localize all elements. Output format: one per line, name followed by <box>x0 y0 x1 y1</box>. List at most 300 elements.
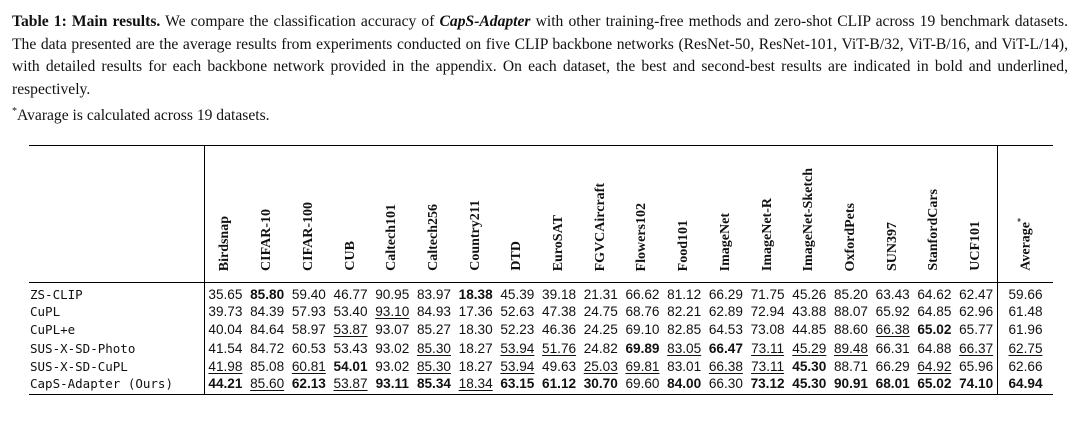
value-text: 72.94 <box>750 303 785 319</box>
column-header-label: Birdsnap <box>217 215 233 271</box>
value-text: 85.60 <box>250 376 285 391</box>
column-header-label: StanfordCars <box>926 189 942 271</box>
value-cell <box>955 283 997 303</box>
value-cell <box>580 339 622 358</box>
value-cell <box>538 339 580 358</box>
value-text: 85.34 <box>416 376 451 391</box>
value-text: 84.64 <box>250 322 285 338</box>
value-text: 84.39 <box>250 303 285 319</box>
column-header-label: Food101 <box>676 219 692 271</box>
value-text: 52.23 <box>500 322 535 338</box>
value-cell <box>788 283 830 303</box>
column-header-label: Caltech101 <box>384 204 400 271</box>
value-text: 85.08 <box>250 359 285 375</box>
value-text: 62.13 <box>291 376 326 391</box>
value-text: 46.36 <box>542 322 577 338</box>
value-text: 49.63 <box>542 359 577 375</box>
value-text: 73.12 <box>750 376 785 391</box>
value-cell <box>288 302 330 321</box>
value-text: 63.15 <box>500 376 535 391</box>
average-header-label <box>1016 218 1035 271</box>
value-cell <box>872 358 914 377</box>
method-name-cell: SUS-X-SD-Photo <box>30 340 136 356</box>
value-text: 44.85 <box>792 322 827 338</box>
value-text: 47.38 <box>542 303 577 319</box>
column-header <box>663 146 705 283</box>
average-value: 64.94 <box>1008 376 1043 391</box>
value-text: 85.30 <box>416 340 451 356</box>
value-text: 24.25 <box>583 322 618 338</box>
value-text: 64.92 <box>917 359 952 375</box>
value-text: 64.88 <box>917 340 952 356</box>
value-text: 66.37 <box>959 340 994 356</box>
caption-text-after: with other training-free methods and zero-shot CLIP across 19 benchmark datasets. The data presented are the average results from experiments conducted on five CLIP backbone networks (ResNet-50, ResNet-101, ViT-B/32, ViT-B/16, and ViT-L/14), with detailed results for each backbone network provided in the appendix. On each dataset, the best and second-best results are indicated in bold and underlined, respectively. <box>12 13 1068 98</box>
value-text: 73.11 <box>751 340 785 356</box>
value-cell <box>288 376 330 395</box>
value-cell <box>663 302 705 321</box>
method-column-header <box>29 146 204 283</box>
value-cell <box>497 302 539 321</box>
value-cell <box>538 283 580 303</box>
value-cell <box>580 376 622 395</box>
value-cell <box>830 302 872 321</box>
value-cell <box>622 376 664 395</box>
value-cell <box>330 283 372 303</box>
value-cell <box>830 321 872 340</box>
value-cell <box>788 358 830 377</box>
value-text: 45.30 <box>792 359 827 375</box>
value-cell <box>538 302 580 321</box>
average-cell <box>998 376 1054 395</box>
column-header <box>955 146 997 283</box>
value-cell <box>872 376 914 395</box>
value-cell <box>747 302 789 321</box>
value-text: 85.80 <box>250 287 285 302</box>
value-cell <box>497 376 539 395</box>
value-text: 83.05 <box>667 340 702 356</box>
value-text: 93.10 <box>375 303 410 319</box>
value-cell <box>705 283 747 303</box>
value-cell <box>830 376 872 395</box>
value-cell <box>413 376 455 395</box>
value-text: 84.00 <box>667 376 702 391</box>
column-header <box>497 146 539 283</box>
column-header-label: Flowers102 <box>634 202 650 271</box>
table-caption <box>12 11 1068 128</box>
column-header-label: FGVCAircraft <box>592 182 608 271</box>
value-text: 71.75 <box>750 287 785 302</box>
table-row <box>29 321 1053 340</box>
average-value: 62.75 <box>1008 340 1043 356</box>
footnote-text: Avarage is calculated across 19 datasets. <box>17 107 270 125</box>
value-text: 69.89 <box>625 340 660 356</box>
value-text: 43.88 <box>792 303 827 319</box>
method-name-cell: CapS-Adapter (Ours) <box>30 376 173 391</box>
value-cell <box>413 302 455 321</box>
value-text: 63.43 <box>875 287 910 302</box>
value-text: 66.29 <box>708 287 743 302</box>
value-text: 53.87 <box>333 322 368 338</box>
value-cell <box>330 358 372 377</box>
column-header <box>538 146 580 283</box>
average-cell <box>998 339 1054 358</box>
value-text: 81.12 <box>667 287 702 302</box>
value-text: 85.20 <box>833 287 868 302</box>
value-text: 45.39 <box>500 287 535 302</box>
value-text: 25.03 <box>583 359 618 375</box>
value-text: 24.75 <box>583 303 618 319</box>
value-text: 64.62 <box>917 287 952 302</box>
value-text: 58.97 <box>291 322 326 338</box>
value-cell <box>914 302 956 321</box>
value-text: 90.95 <box>375 287 410 302</box>
column-header <box>788 146 830 283</box>
value-cell <box>663 339 705 358</box>
value-text: 52.63 <box>500 303 535 319</box>
value-cell <box>246 302 288 321</box>
value-cell <box>497 283 539 303</box>
value-cell <box>788 339 830 358</box>
value-text: 41.98 <box>208 359 243 375</box>
column-header <box>371 146 413 283</box>
table-row <box>29 358 1053 377</box>
column-header-label: CIFAR-10 <box>259 209 275 271</box>
value-text: 73.11 <box>751 359 785 375</box>
value-cell <box>413 358 455 377</box>
value-cell <box>663 321 705 340</box>
table-row <box>29 283 1053 303</box>
value-text: 82.85 <box>667 322 702 338</box>
value-cell <box>371 321 413 340</box>
value-text: 85.30 <box>416 359 451 375</box>
value-text: 35.65 <box>208 287 243 302</box>
value-cell <box>705 339 747 358</box>
value-text: 62.96 <box>959 303 994 319</box>
value-cell <box>204 376 246 395</box>
value-text: 89.48 <box>833 340 868 356</box>
value-cell <box>872 321 914 340</box>
value-text: 45.30 <box>792 376 827 391</box>
value-cell <box>330 321 372 340</box>
value-cell <box>622 321 664 340</box>
column-header <box>246 146 288 283</box>
value-text: 57.93 <box>291 303 326 319</box>
column-header-label: Caltech256 <box>425 204 441 271</box>
column-header-label: UCF101 <box>968 221 984 271</box>
column-header <box>413 146 455 283</box>
value-cell <box>955 376 997 395</box>
header-row <box>29 146 1053 283</box>
value-text: 69.10 <box>625 322 660 338</box>
value-text: 53.94 <box>500 340 535 356</box>
value-text: 62.89 <box>708 303 743 319</box>
value-text: 84.93 <box>416 303 451 319</box>
value-cell <box>288 283 330 303</box>
value-cell <box>538 358 580 377</box>
value-cell <box>830 339 872 358</box>
column-header <box>204 146 246 283</box>
value-cell <box>705 358 747 377</box>
value-cell <box>538 321 580 340</box>
value-cell <box>622 302 664 321</box>
value-cell <box>455 321 497 340</box>
average-cell <box>998 283 1054 303</box>
value-text: 60.81 <box>291 359 326 375</box>
value-cell <box>747 283 789 303</box>
column-header-label: CUB <box>342 241 358 271</box>
value-cell <box>830 358 872 377</box>
value-cell <box>914 358 956 377</box>
value-text: 93.07 <box>375 322 410 338</box>
value-text: 18.27 <box>458 359 493 375</box>
column-header <box>747 146 789 283</box>
value-cell <box>455 358 497 377</box>
average-value: 59.66 <box>1008 287 1043 302</box>
value-cell <box>204 283 246 303</box>
caption-method-name: CapS-Adapter <box>439 13 531 30</box>
value-cell <box>747 358 789 377</box>
value-cell <box>413 321 455 340</box>
value-text: 69.60 <box>625 376 660 391</box>
method-name-cell: CuPL <box>30 303 61 319</box>
value-text: 93.02 <box>375 340 410 356</box>
value-cell <box>955 339 997 358</box>
value-cell <box>747 376 789 395</box>
value-text: 39.18 <box>542 287 577 302</box>
value-cell <box>580 283 622 303</box>
value-text: 82.21 <box>667 303 702 319</box>
value-cell <box>705 376 747 395</box>
value-cell <box>872 302 914 321</box>
value-text: 83.97 <box>416 287 451 302</box>
value-text: 39.73 <box>208 303 243 319</box>
value-cell <box>288 339 330 358</box>
value-cell <box>246 376 288 395</box>
value-text: 66.38 <box>708 359 743 375</box>
caption-footnote <box>12 101 1068 128</box>
value-cell <box>914 321 956 340</box>
value-text: 40.04 <box>208 322 243 338</box>
table-body <box>29 283 1053 395</box>
value-cell <box>663 358 705 377</box>
column-header <box>622 146 664 283</box>
results-table <box>29 145 1053 395</box>
column-header-label: DTD <box>509 241 525 271</box>
average-value: 61.48 <box>1008 303 1043 319</box>
value-text: 85.27 <box>416 322 451 338</box>
value-cell <box>622 339 664 358</box>
value-cell <box>371 358 413 377</box>
table-row <box>29 339 1053 358</box>
value-cell <box>705 302 747 321</box>
value-cell <box>663 283 705 303</box>
value-cell <box>204 358 246 377</box>
value-text: 83.01 <box>667 359 702 375</box>
value-text: 93.02 <box>375 359 410 375</box>
value-cell <box>663 376 705 395</box>
value-cell <box>872 339 914 358</box>
value-cell <box>455 376 497 395</box>
value-text: 88.07 <box>833 303 868 319</box>
average-value: 61.96 <box>1008 322 1043 338</box>
value-cell <box>580 321 622 340</box>
value-text: 61.12 <box>542 376 577 391</box>
table-row <box>29 302 1053 321</box>
value-text: 18.34 <box>458 376 493 391</box>
value-text: 18.27 <box>458 340 493 356</box>
column-header <box>705 146 747 283</box>
average-cell <box>998 358 1054 377</box>
value-text: 88.71 <box>833 359 868 375</box>
caption-lead: Main results. <box>71 13 161 30</box>
column-header-label: ImageNet-Sketch <box>801 167 817 271</box>
value-text: 18.38 <box>458 287 493 302</box>
value-cell <box>914 283 956 303</box>
value-text: 60.53 <box>291 340 326 356</box>
value-text: 74.10 <box>959 376 994 391</box>
value-text: 62.47 <box>959 287 994 302</box>
average-value: 62.66 <box>1008 359 1043 375</box>
value-text: 64.85 <box>917 303 952 319</box>
value-text: 30.70 <box>583 376 618 391</box>
value-text: 53.87 <box>333 376 368 391</box>
value-cell <box>288 358 330 377</box>
value-text: 51.76 <box>542 340 577 356</box>
value-cell <box>371 376 413 395</box>
value-cell <box>622 283 664 303</box>
value-text: 53.94 <box>500 359 535 375</box>
column-header <box>580 146 622 283</box>
value-cell <box>497 339 539 358</box>
value-text: 93.11 <box>375 376 409 391</box>
value-cell <box>330 302 372 321</box>
value-cell <box>497 321 539 340</box>
value-cell <box>830 283 872 303</box>
value-cell <box>330 339 372 358</box>
value-text: 24.82 <box>583 340 618 356</box>
value-text: 41.54 <box>208 340 243 356</box>
value-cell <box>455 302 497 321</box>
method-name-cell: SUS-X-SD-CuPL <box>30 359 128 375</box>
average-header-text: Average <box>1018 222 1034 271</box>
value-text: 18.30 <box>458 322 493 338</box>
value-text: 68.76 <box>625 303 660 319</box>
value-cell <box>955 302 997 321</box>
value-text: 53.40 <box>333 303 368 319</box>
value-cell <box>330 376 372 395</box>
value-cell <box>455 339 497 358</box>
value-cell <box>288 321 330 340</box>
value-cell <box>204 321 246 340</box>
column-header <box>455 146 497 283</box>
average-cell <box>998 302 1054 321</box>
value-text: 46.77 <box>333 287 368 302</box>
value-text: 44.21 <box>208 376 243 391</box>
column-header <box>330 146 372 283</box>
footnote-mark: * <box>12 106 17 117</box>
value-cell <box>914 339 956 358</box>
value-cell <box>246 283 288 303</box>
column-header-label: ImageNet-R <box>759 197 775 271</box>
value-text: 45.26 <box>792 287 827 302</box>
column-header-label: Country211 <box>467 200 483 271</box>
value-cell <box>204 302 246 321</box>
value-text: 84.72 <box>250 340 285 356</box>
table-row <box>29 376 1053 395</box>
value-cell <box>371 302 413 321</box>
value-text: 65.02 <box>917 322 952 338</box>
column-header-label: EuroSAT <box>551 214 567 271</box>
value-text: 88.60 <box>833 322 868 338</box>
value-text: 53.43 <box>333 340 368 356</box>
average-cell <box>998 321 1054 340</box>
value-cell <box>788 302 830 321</box>
column-header <box>288 146 330 283</box>
value-text: 66.62 <box>625 287 660 302</box>
value-cell <box>580 358 622 377</box>
column-header <box>914 146 956 283</box>
value-text: 68.01 <box>875 376 910 391</box>
column-header-label: OxfordPets <box>842 202 858 271</box>
value-text: 65.77 <box>959 322 994 338</box>
method-name-cell: ZS-CLIP <box>30 287 83 302</box>
value-text: 17.36 <box>458 303 493 319</box>
value-text: 64.53 <box>708 322 743 338</box>
value-text: 59.40 <box>291 287 326 302</box>
value-text: 66.31 <box>875 340 910 356</box>
value-text: 65.96 <box>959 359 994 375</box>
value-cell <box>538 376 580 395</box>
column-header-label: SUN397 <box>884 221 900 271</box>
value-text: 45.29 <box>792 340 827 356</box>
value-cell <box>955 358 997 377</box>
average-header-mark: * <box>1016 218 1026 223</box>
value-cell <box>204 339 246 358</box>
method-name-cell: CuPL+e <box>30 322 76 338</box>
value-cell <box>246 339 288 358</box>
value-cell <box>497 358 539 377</box>
value-text: 90.91 <box>833 376 868 391</box>
column-header <box>872 146 914 283</box>
value-cell <box>955 321 997 340</box>
value-cell <box>788 321 830 340</box>
value-cell <box>788 376 830 395</box>
value-text: 66.29 <box>875 359 910 375</box>
column-header-label: CIFAR-100 <box>300 202 316 271</box>
value-text: 54.01 <box>333 359 368 375</box>
value-cell <box>246 321 288 340</box>
value-text: 21.31 <box>583 287 618 302</box>
value-text: 65.02 <box>917 376 952 391</box>
value-text: 66.30 <box>708 376 743 391</box>
value-cell <box>747 321 789 340</box>
column-header-label: ImageNet <box>717 212 733 271</box>
value-cell <box>872 283 914 303</box>
column-header <box>830 146 872 283</box>
value-cell <box>455 283 497 303</box>
value-cell <box>246 358 288 377</box>
value-cell <box>371 339 413 358</box>
caption-label: Table 1: <box>12 13 67 30</box>
value-text: 66.38 <box>875 322 910 338</box>
value-cell <box>705 321 747 340</box>
value-cell <box>580 302 622 321</box>
value-cell <box>413 339 455 358</box>
value-cell <box>413 283 455 303</box>
value-text: 66.47 <box>708 340 743 356</box>
value-text: 69.81 <box>625 359 660 375</box>
value-text: 65.92 <box>875 303 910 319</box>
